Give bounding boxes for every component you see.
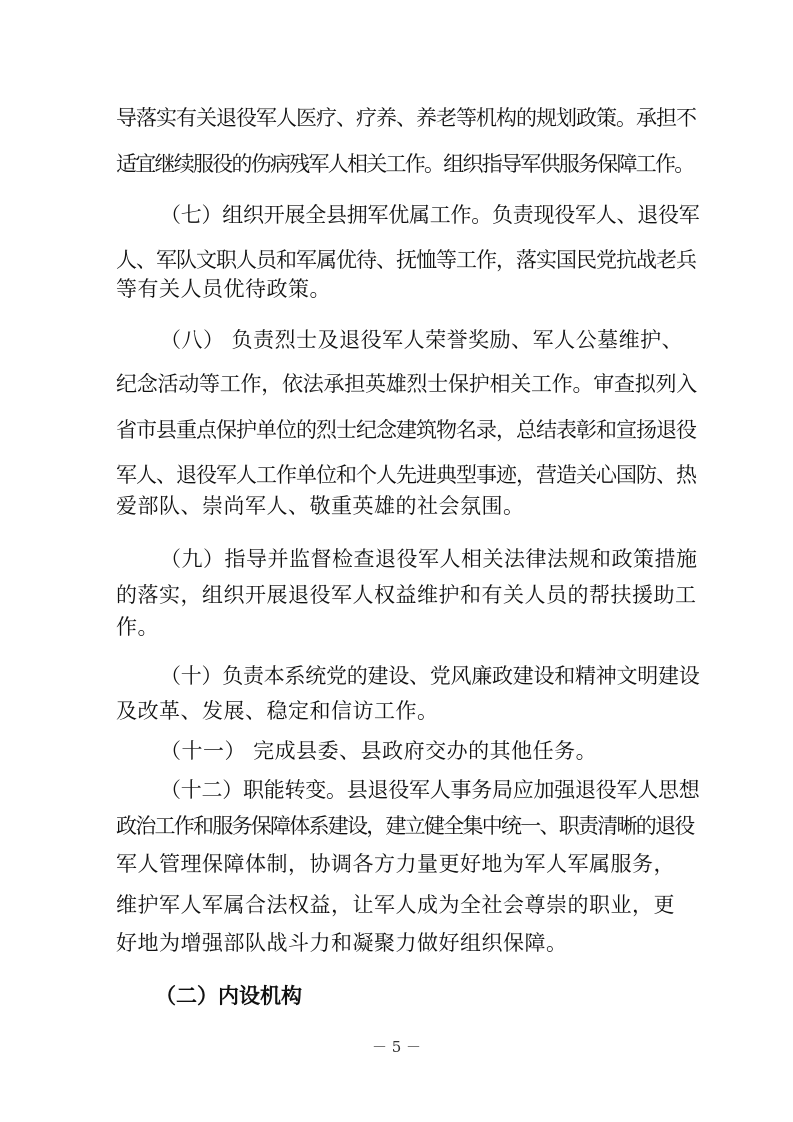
paragraph-eight-line: （八） 负责烈士及退役军人荣誉奖励、军人公墓维护、 bbox=[160, 328, 684, 352]
paragraph-eleven-line: （十一） 完成县委、县政府交办的其他任务。 bbox=[160, 739, 598, 763]
text-line: 爱部队、崇尚军人、敬重英雄的社会氛围。 bbox=[116, 494, 525, 518]
section-heading: （二）内设机构 bbox=[155, 984, 302, 1008]
paragraph-ten-line: （十）负责本系统党的建设、党风廉政建设和精神文明建设 bbox=[160, 664, 700, 688]
paragraph-twelve-line: （十二）职能转变。县退役军人事务局应加强退役军人思想 bbox=[160, 778, 700, 802]
text-line: 省市县重点保护单位的烈士纪念建筑物名录，总结表彰和宣扬退役 bbox=[116, 418, 696, 442]
text-line: 作。 bbox=[116, 615, 159, 639]
text-line: 及改革、发展、稳定和信访工作。 bbox=[116, 699, 439, 723]
text-line: 导落实有关退役军人医疗、疗养、养老等机构的规划政策。承担不 bbox=[116, 106, 696, 130]
text-line: 人、军队文职人员和军属优待、抚恤等工作，落实国民党抗战老兵 bbox=[116, 248, 696, 272]
page-number: － 5 － bbox=[371, 1038, 422, 1056]
text-line: 维护军人军属合法权益，让军人成为全社会尊崇的职业，更 bbox=[116, 893, 675, 917]
text-line: 的落实，组织开展退役军人权益维护和有关人员的帮扶援助工 bbox=[116, 583, 697, 607]
text-line: 军人、退役军人工作单位和个人先进典型事迹，营造关心国防、热 bbox=[116, 463, 696, 487]
text-line: 军人管理保障体制，协调各方力量更好地为军人军属服务， bbox=[116, 852, 675, 876]
paragraph-nine-line: （九）指导并监督检查退役军人相关法律法规和政策措施 bbox=[160, 547, 698, 571]
text-line: 适宜继续服役的伤病残军人相关工作。组织指导军供服务保障工作。 bbox=[116, 152, 694, 176]
text-line: 等有关人员优待政策。 bbox=[116, 277, 331, 301]
paragraph-seven-line: （七）组织开展全县拥军优属工作。负责现役军人、退役军 bbox=[160, 203, 700, 227]
text-line: 好地为增强部队战斗力和凝聚力做好组织保障。 bbox=[116, 931, 568, 955]
text-line: 政治工作和服务保障体系建设，建立健全集中统一、职责清晰的退役 bbox=[116, 814, 694, 838]
text-line: 纪念活动等工作，依法承担英雄烈士保护相关工作。审查拟列入 bbox=[116, 372, 697, 396]
